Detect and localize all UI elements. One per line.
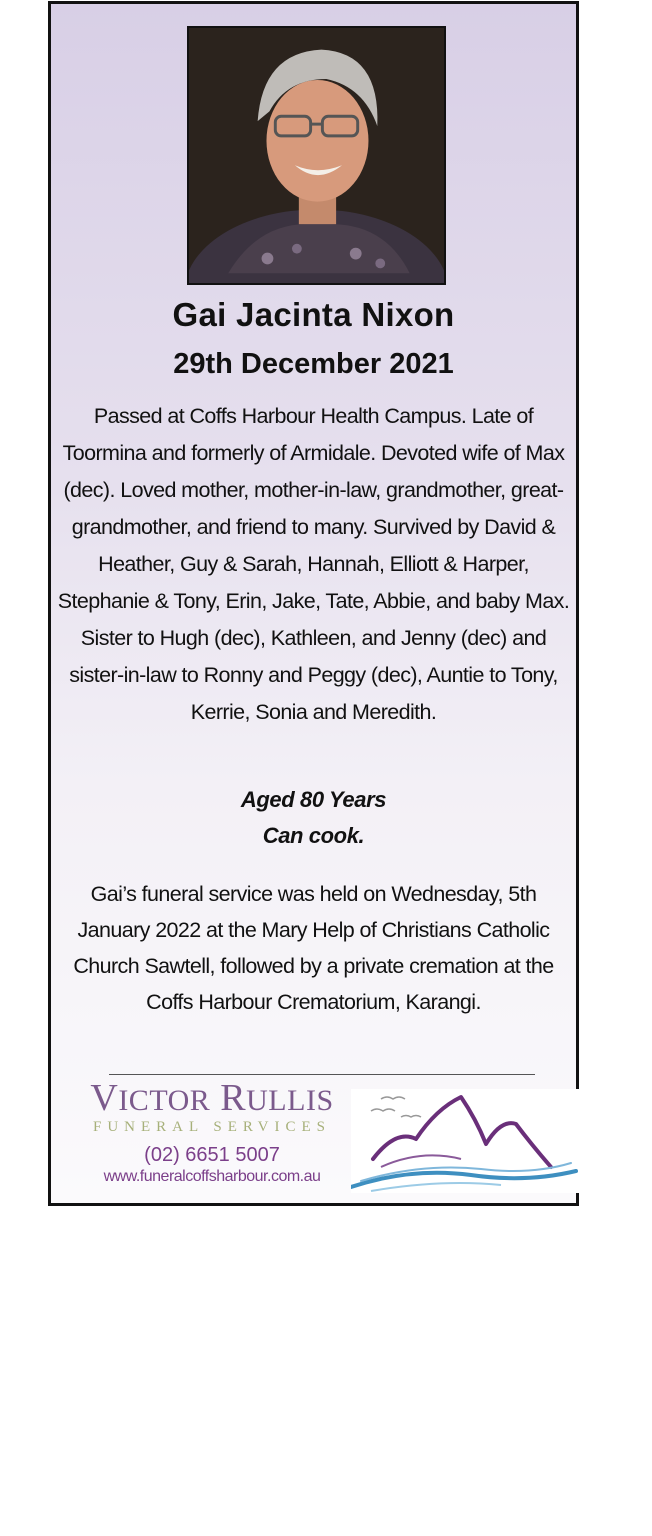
obituary-notice [48, 1, 579, 1206]
funeral-details: Gai’s funeral service was held on Wednesday, 5th January 2022 at the Mary Help of Christians Catholic Church Sawtell, followed by a private cremation at the Coffs Harbour Crematorium, Karangi. [73, 882, 554, 1014]
divider [109, 1074, 535, 1075]
website-link[interactable]: www.funeralcoffsharbour.com.au [103, 1168, 321, 1185]
age-line: Aged 80 Years [240, 787, 387, 812]
deceased-name: Gai Jacinta Nixon [172, 296, 455, 333]
obituary-body: Passed at Coffs Harbour Health Campus. Late of Toormina and formerly of Armidale. Devoted wife of Max (dec). Loved mother, mother-in-law, grandmother, great-grandmother, and friend to many. Survived by David & Heather, Guy & Sarah, Hannah, Elliott & Harper, Stephanie & Tony, Erin, Jake, Tate, Abbie, and baby Max. Sister to Hugh (dec), Kathleen, and Jenny (dec) and sister-in-law to Ronny and Peggy (dec), Auntie to Tony, Kerrie, Sonia and Meredith. [57, 404, 570, 724]
funeral-home-subtitle: FUNERAL SERVICES [92, 1119, 331, 1135]
funeral-home-contact [67, 1078, 367, 1198]
portrait-photo [187, 26, 446, 285]
phone-number[interactable]: (02) 6651 5007 [144, 1144, 280, 1166]
mountain-wave-logo-icon [351, 1089, 583, 1193]
note-line: Can cook. [262, 823, 365, 848]
age-block [51, 782, 576, 854]
portrait-image [189, 28, 444, 283]
funeral-home-brand: VICTOR RULLIS [90, 1077, 334, 1119]
date-of-death: 29th December 2021 [173, 348, 454, 380]
